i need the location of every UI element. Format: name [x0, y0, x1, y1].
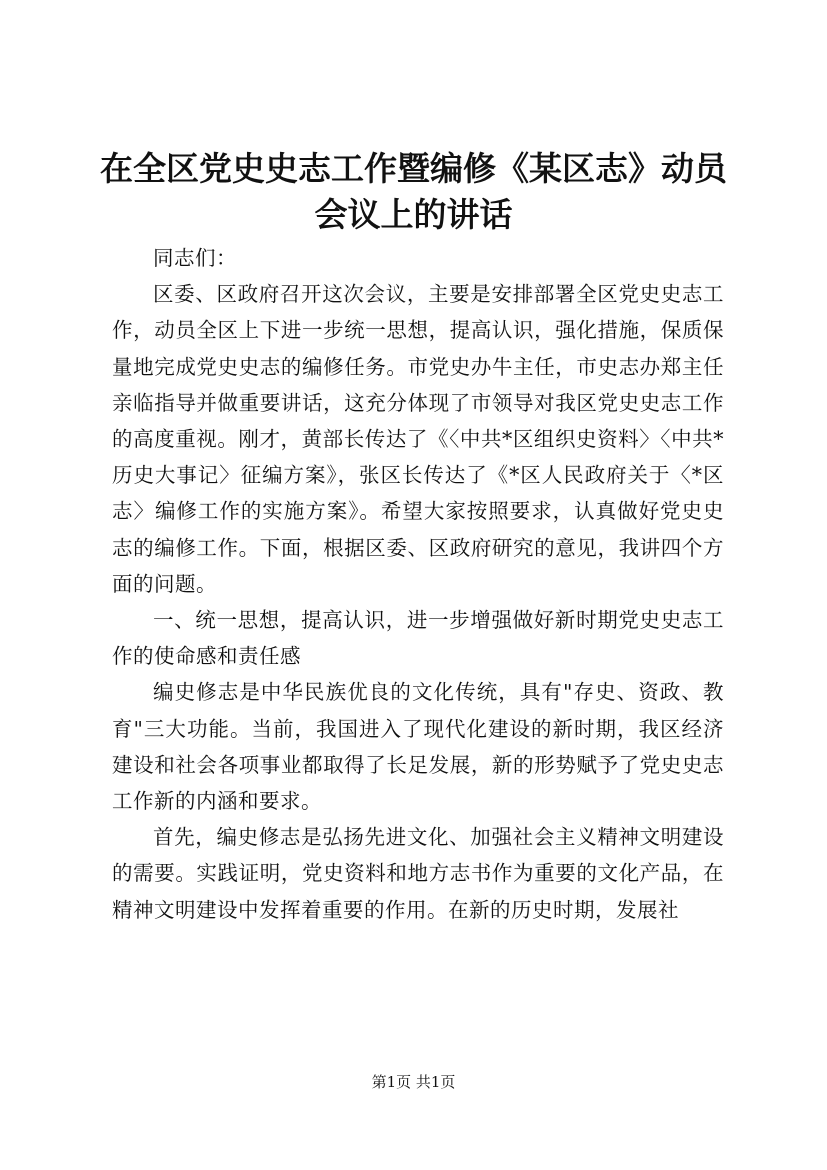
document-title: 在全区党史史志工作暨编修《某区志》动员会议上的讲话 — [100, 149, 727, 234]
salutation-paragraph: 同志们： — [153, 246, 237, 270]
body-paragraph-continued: 首先，编史修志是弘扬先进文化、加强社会主义精神文明建设的需要。实践证明，党史资料和地方志书作为重要的文化产品，在精神文明建设中发挥着重要的作用。在新的历史时期，发展社 — [112, 825, 724, 922]
document-body — [112, 240, 724, 928]
page-footer: 第1页 共1页 — [371, 1073, 456, 1091]
intro-paragraph: 区委、区政府召开这次会议，主要是安排部署全区党史史志工作，动员全区上下进一步统一思想，提高认识，强化措施，保质保量地完成党史史志的编修任务。市党史办牛主任，市史志办郑主任亲临指导并做重要讲话，这充分体现了市领导对我区党史史志工作的高度重视。刚才，黄部长传达了《〈中共*区组织史资料〉〈中共*历史大事记〉征编方案》，张区长传达了《*区人民政府关于〈*区志〉编修工作的实施方案》。希望大家按照要求，认真做好党史史志的编修工作。下面，根据区委、区政府研究的意见，我讲四个方面的问题。 — [112, 282, 724, 596]
body-paragraph: 编史修志是中华民族优良的文化传统，具有"存史、资政、教育"三大功能。当前，我国进入了现代化建设的新时期，我区经济建设和社会各项事业都取得了长足发展，新的形势赋予了党史史志工作新的内涵和要求。 — [112, 680, 724, 814]
section-heading-paragraph: 一、统一思想，提高认识，进一步增强做好新时期党史史志工作的使命感和责任感 — [112, 608, 724, 669]
